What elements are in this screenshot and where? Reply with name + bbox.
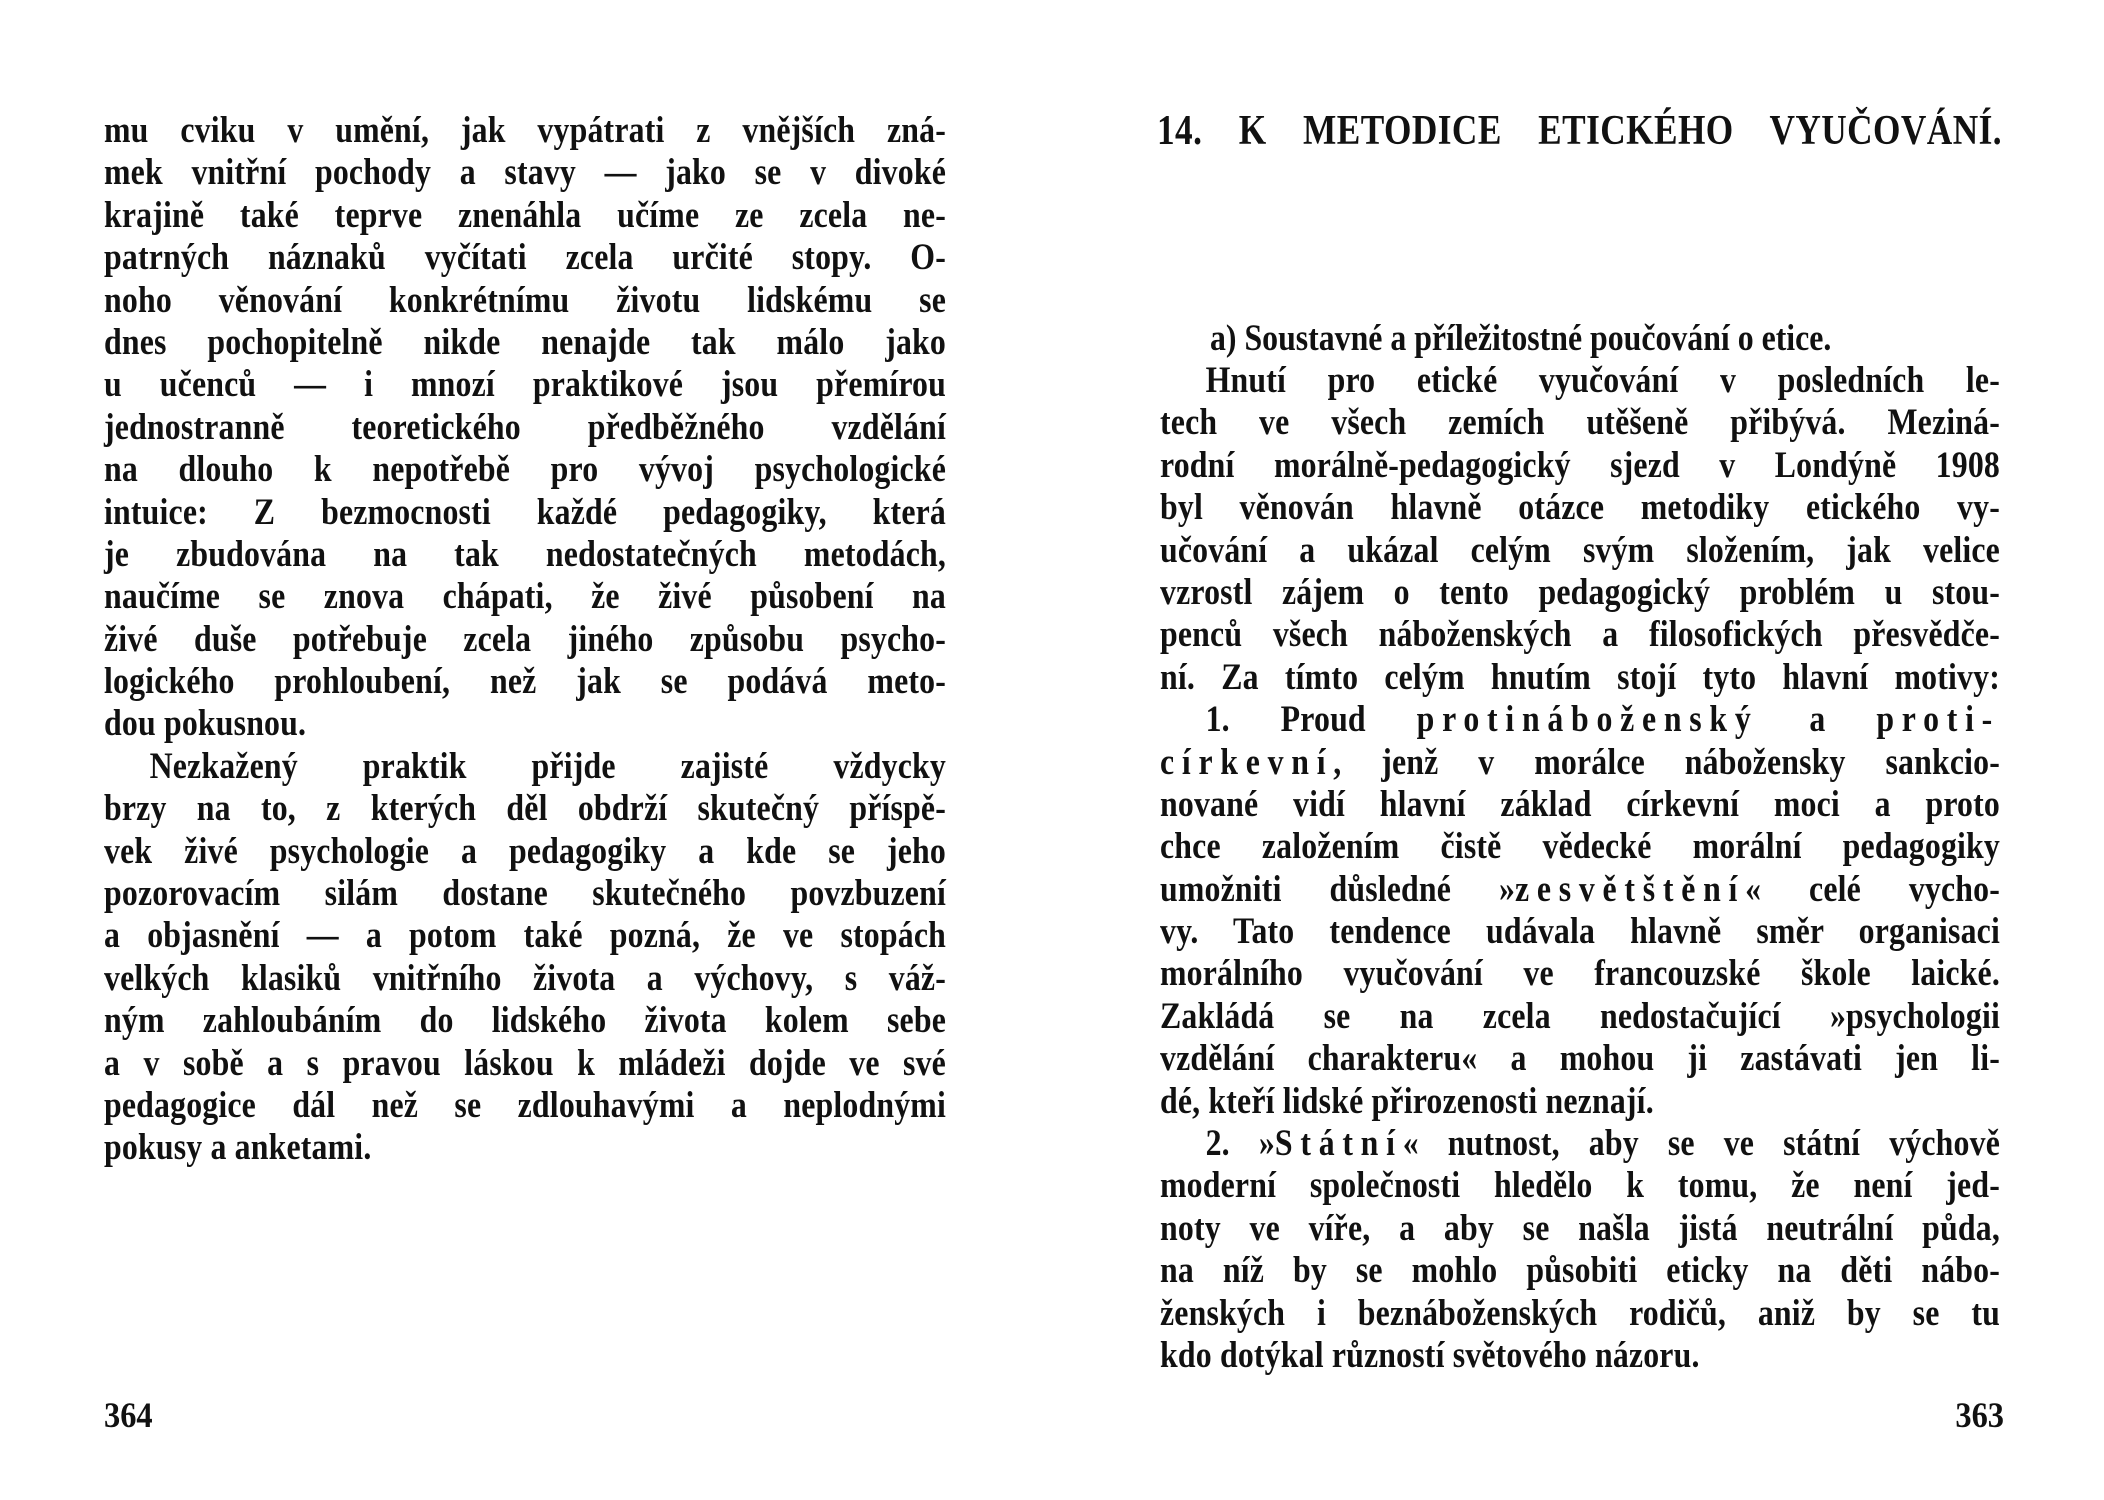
paragraph-end-line: kdo dotýkal růzností světového názoru. [1160,1334,1700,1376]
text-fragment: 1. Proud [1205,699,1417,741]
text-line: noty ve víře, a aby se našla jistá neutrální půda, [1160,1207,2000,1249]
chapter-title: 14. K METODICE ETICKÉHO VYUČOVÁNÍ. [1157,108,2002,154]
section-heading: a) Soustavné a příležitostné poučování o etice. [1210,318,1832,359]
text-fragment: , jenž v morálce nábožensky sankcio- [1333,741,2000,783]
text-fragment: a [1758,699,1877,741]
list-item-2-start-line [1160,1123,2000,1165]
text-line: jednostranně teoretického předběžného vzdělání [104,406,946,448]
text-line: na dlouho k nepotřebě pro vývoj psychologické [104,449,946,491]
text-line: velkých klasiků vnitřního života a výchovy, s váž- [104,957,946,999]
text-line [1160,742,2000,784]
text-line: rodní morálně-pedagogický sjezd v Londýně 1908 [1160,444,2000,486]
text-line: vzdělání charakteru« a mohou ji zastávati jen li- [1160,1038,2000,1080]
text-line: nované vidí hlavní základ církevní moci a proto [1160,783,2000,825]
text-line: vy. Tato tendence udávala hlavně směr organisaci [1160,911,2000,953]
text-line: logického prohloubení, než jak se podává meto- [104,661,946,703]
text-line: živé duše potřebuje zcela jiného způsobu psycho- [104,618,946,660]
text-line: tech ve všech zemích utěšeně přibývá. Meziná- [1160,402,2000,444]
left-page-text-column [104,110,946,1170]
text-line: moderní společnosti hledělo k tomu, že není jed- [1160,1165,2000,1207]
text-line: chce založením čistě vědecké morální pedagogiky [1160,826,2000,868]
text-line: ní. Za tímto celým hnutím stojí tyto hlavní motivy: [1160,656,2000,698]
text-line: penců všech náboženských a filosofických přesvědče- [1160,614,2000,656]
text-line: na níž by se mohlo působiti eticky na děti nábo- [1160,1250,2000,1292]
text-line: vek živé psychologie a pedagogiky a kde se jeho [104,830,946,872]
text-line: intuice: Z bezmocnosti každé pedagogiky, která [104,491,946,533]
text-line: pedagogice dál než se zdlouhavými a neplodnými [104,1084,946,1126]
right-page [1052,0,2104,1500]
text-line: mu cviku v umění, jak vypátrati z vnějších zná- [104,110,946,151]
list-item-1-start-line [1160,699,2000,741]
spaced-emphasis: zesvětštění [1515,868,1746,910]
paragraph-end-line: dou pokusnou. [104,703,307,745]
page-number-right: 363 [1955,1395,2004,1435]
text-line: ženských i beznáboženských rodičů, aniž by se tu [1160,1292,2000,1334]
text-line: brzy na to, z kterých děl obdrží skutečný příspě- [104,788,946,830]
text-line: u učenců — i mnozí praktikové jsou přemírou [104,364,946,406]
text-line: je zbudována na tak nedostatečných metodách, [104,533,946,575]
text-line: ným zahloubáním do lidského života kolem sebe [104,1000,946,1042]
text-line: noho věnování konkrétnímu životu lidskému se [104,279,946,321]
spaced-emphasis: Státní [1274,1123,1403,1165]
text-line: krajině také teprve znenáhla učíme ze zcela ne- [104,194,946,236]
text-fragment: « nutnost, aby se ve státní výchově [1402,1123,2000,1165]
paragraph-start-line: Hnutí pro etické vyučování v posledních le- [1205,360,2000,401]
paragraph-end-line: dé, kteří lidské přirozenosti neznají. [1160,1080,1654,1122]
right-page-text-column [1160,360,2000,1377]
text-line: naučíme se znova chápati, že živé působení na [104,576,946,618]
text-fragment: « celé vycho- [1745,868,2000,910]
text-line: pozorovacím silám dostane skutečného povzbuzení [104,873,946,915]
text-fragment: umožniti důsledné » [1160,868,1516,910]
text-line: vzrostl zájem o tento pedagogický problém u stou- [1160,571,2000,613]
text-line: morálního vyučování ve francouzské škole laické. [1160,953,2000,995]
text-fragment: 2. » [1205,1123,1275,1165]
text-line: patrných náznaků vyčítati zcela určité stopy. O- [104,237,946,279]
paragraph-end-line: pokusy a anketami. [104,1127,372,1169]
text-line: Zakládá se na zcela nedostačující »psychologii [1160,995,2000,1037]
text-line: byl věnován hlavně otázce metodiky etického vy- [1160,487,2000,529]
spaced-emphasis: proti- [1876,699,2000,741]
text-line [1160,869,2000,911]
text-line: učování a ukázal celým svým složením, jak velice [1160,529,2000,571]
text-line: a v sobě a s pravou láskou k mládeži dojde ve své [104,1042,946,1084]
page-number-left: 364 [104,1395,153,1435]
spaced-emphasis: protináboženský [1416,699,1759,741]
text-line: mek vnitřní pochody a stavy — jako se v divoké [104,152,946,194]
paragraph-start-line: Nezkažený praktik přijde zajisté vždycky [149,745,946,787]
spaced-emphasis: církevní [1160,741,1334,783]
text-line: a objasnění — a potom také pozná, že ve stopách [104,915,946,957]
text-line: dnes pochopitelně nikde nenajde tak málo jako [104,321,946,363]
